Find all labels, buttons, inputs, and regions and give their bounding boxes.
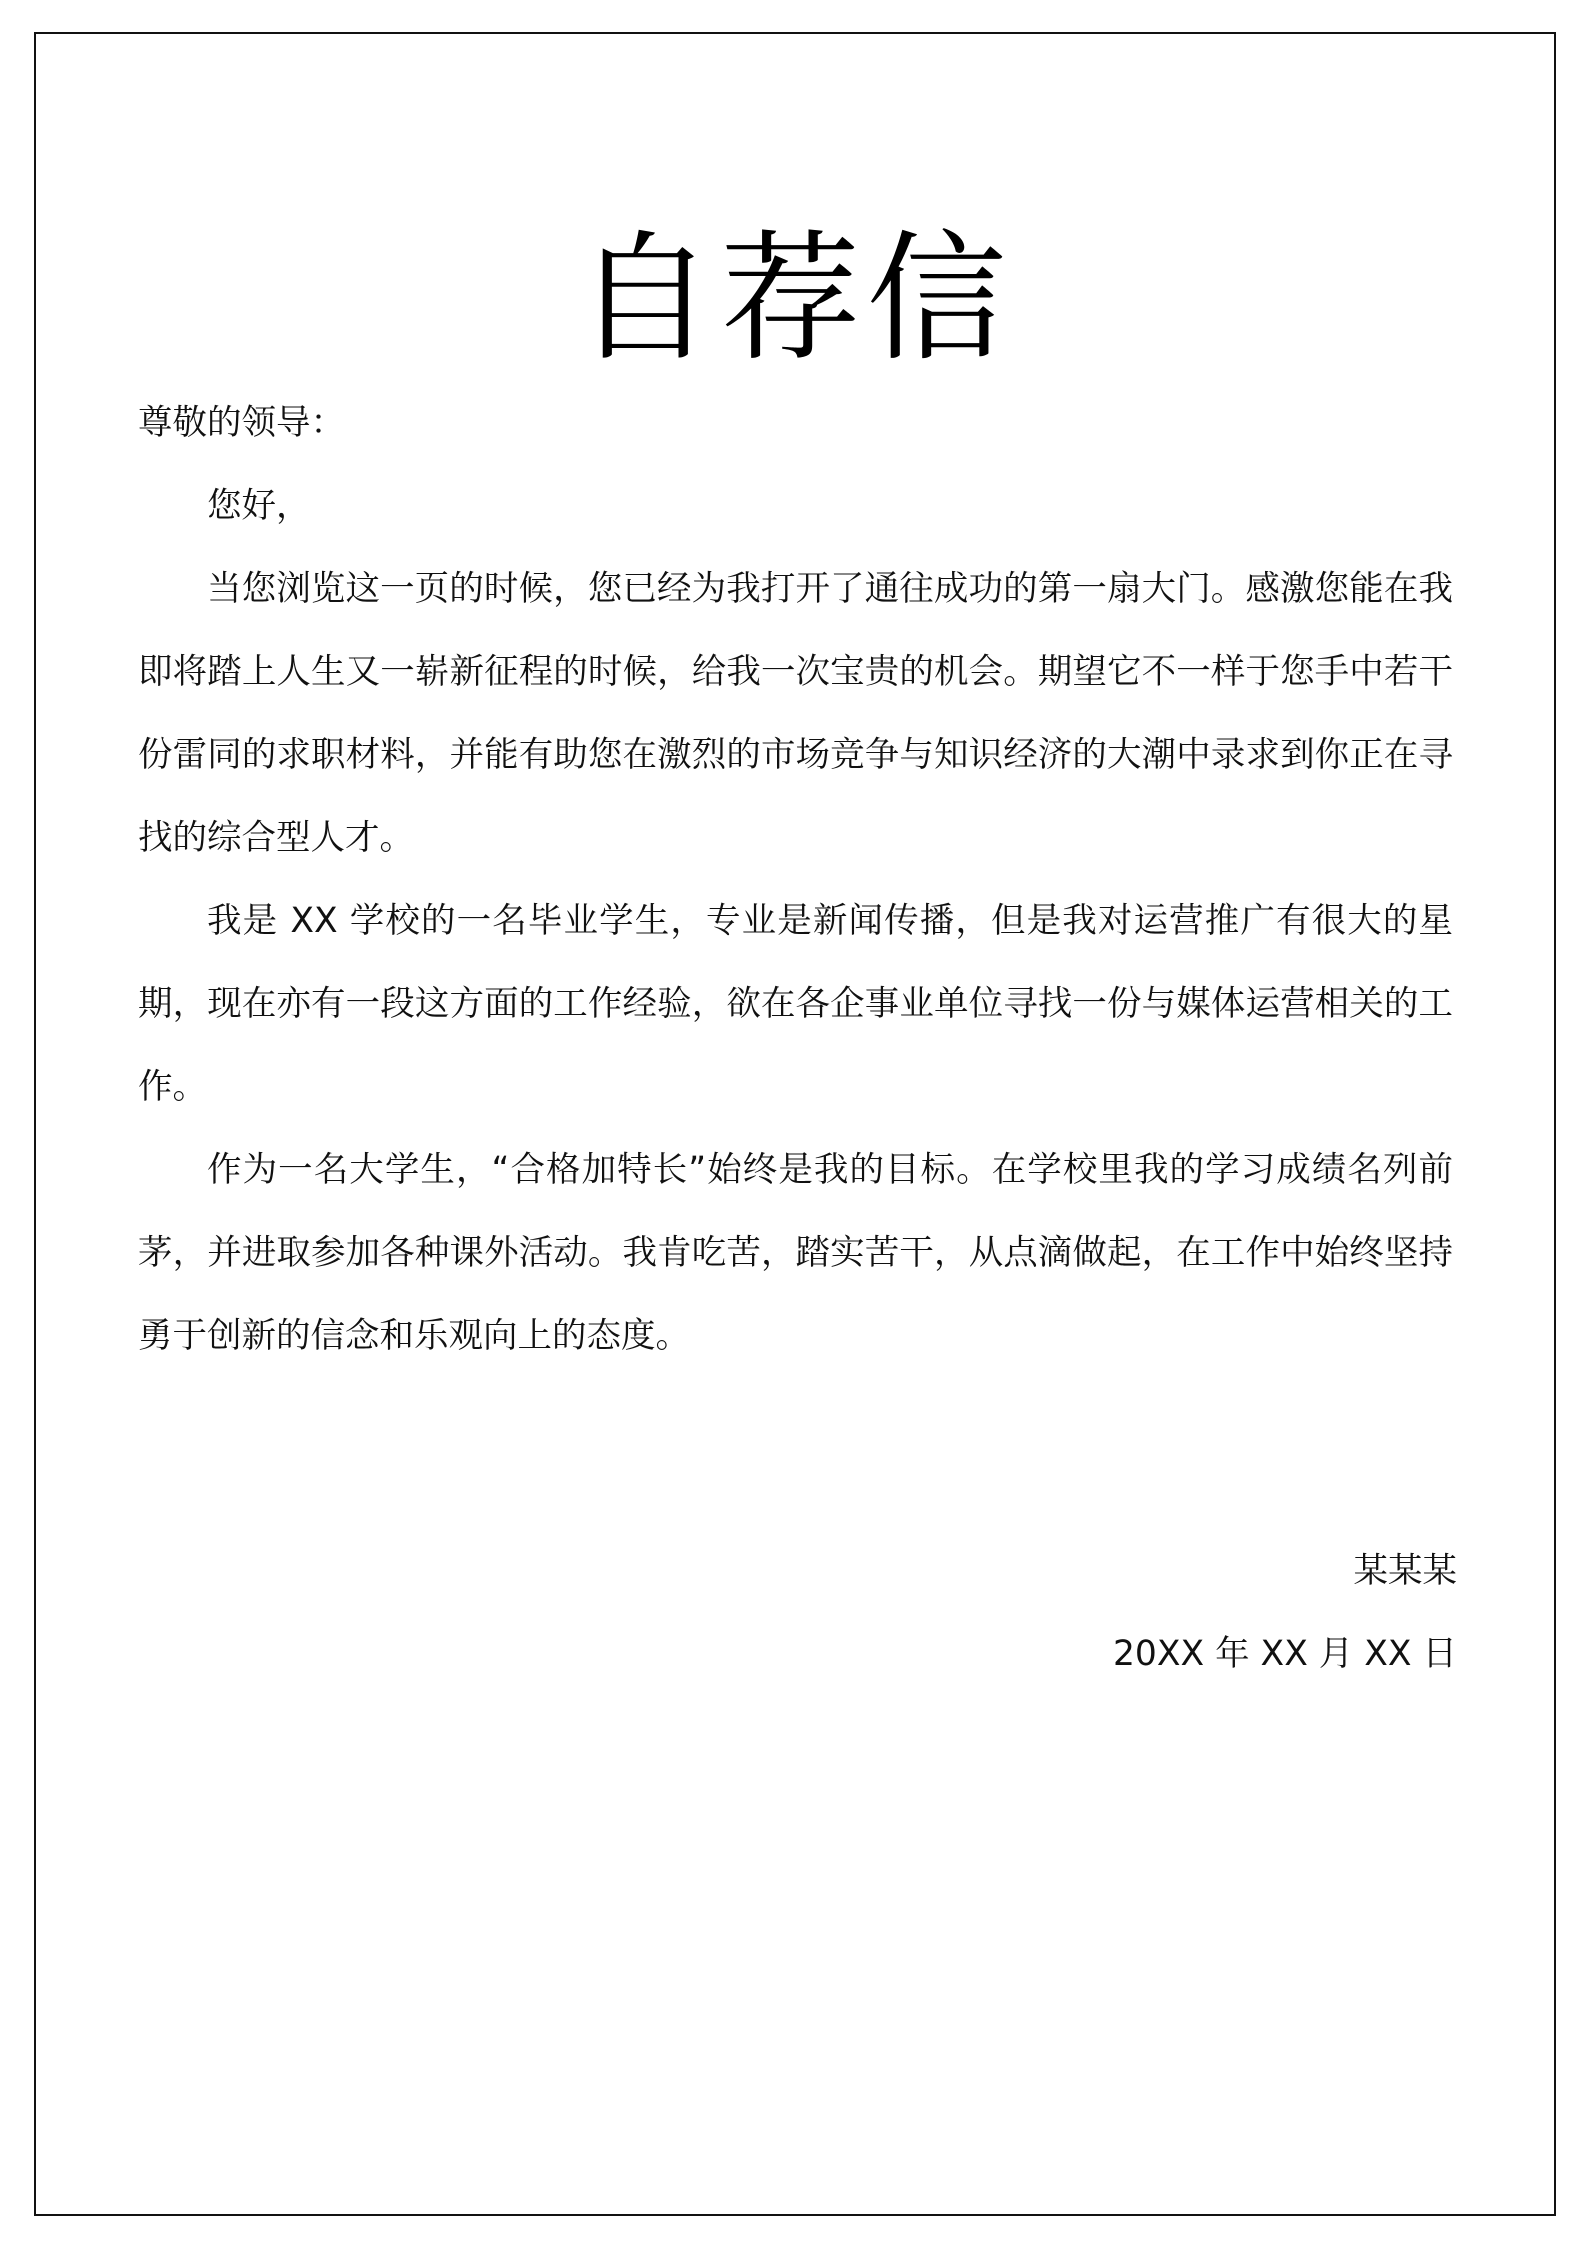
letter-title: 自荐信 — [574, 218, 1013, 381]
letter-body — [138, 382, 1453, 1378]
paragraph-background: 我是 XX 学校的一名毕业学生，专业是新闻传播，但是我对运营推广有很大的星期，现在亦有一段这方面的工作经验，欲在各企事业单位寻找一份与媒体运营相关的工作。 — [138, 901, 1453, 1107]
signature-date: 20XX 年 XX 月 XX 日 — [1112, 1634, 1457, 1674]
paragraph-intro: 当您浏览这一页的时候，您已经为我打开了通往成功的第一扇大门。感激您能在我即将踏上人生又一崭新征程的时候，给我一次宝贵的机会。期望它不一样于您手中若干份雷同的求职材料，并能有助您在激烈的市场竞争与知识经济的大潮中录求到你正在寻找的综合型人才。 — [138, 569, 1453, 858]
signature-block — [1113, 1530, 1457, 1696]
paragraph-goals: 作为一名大学生，“合格加特长”始终是我的目标。在学校里我的学习成绩名列前茅，并进取参加各种课外活动。我肯吃苦，踏实苦干，从点滴做起，在工作中始终坚持勇于创新的信念和乐观向上的态度。 — [138, 1150, 1453, 1356]
greeting: 您好， — [207, 486, 311, 526]
salutation: 尊敬的领导： — [138, 403, 345, 443]
signature-name: 某某某 — [1353, 1551, 1457, 1591]
